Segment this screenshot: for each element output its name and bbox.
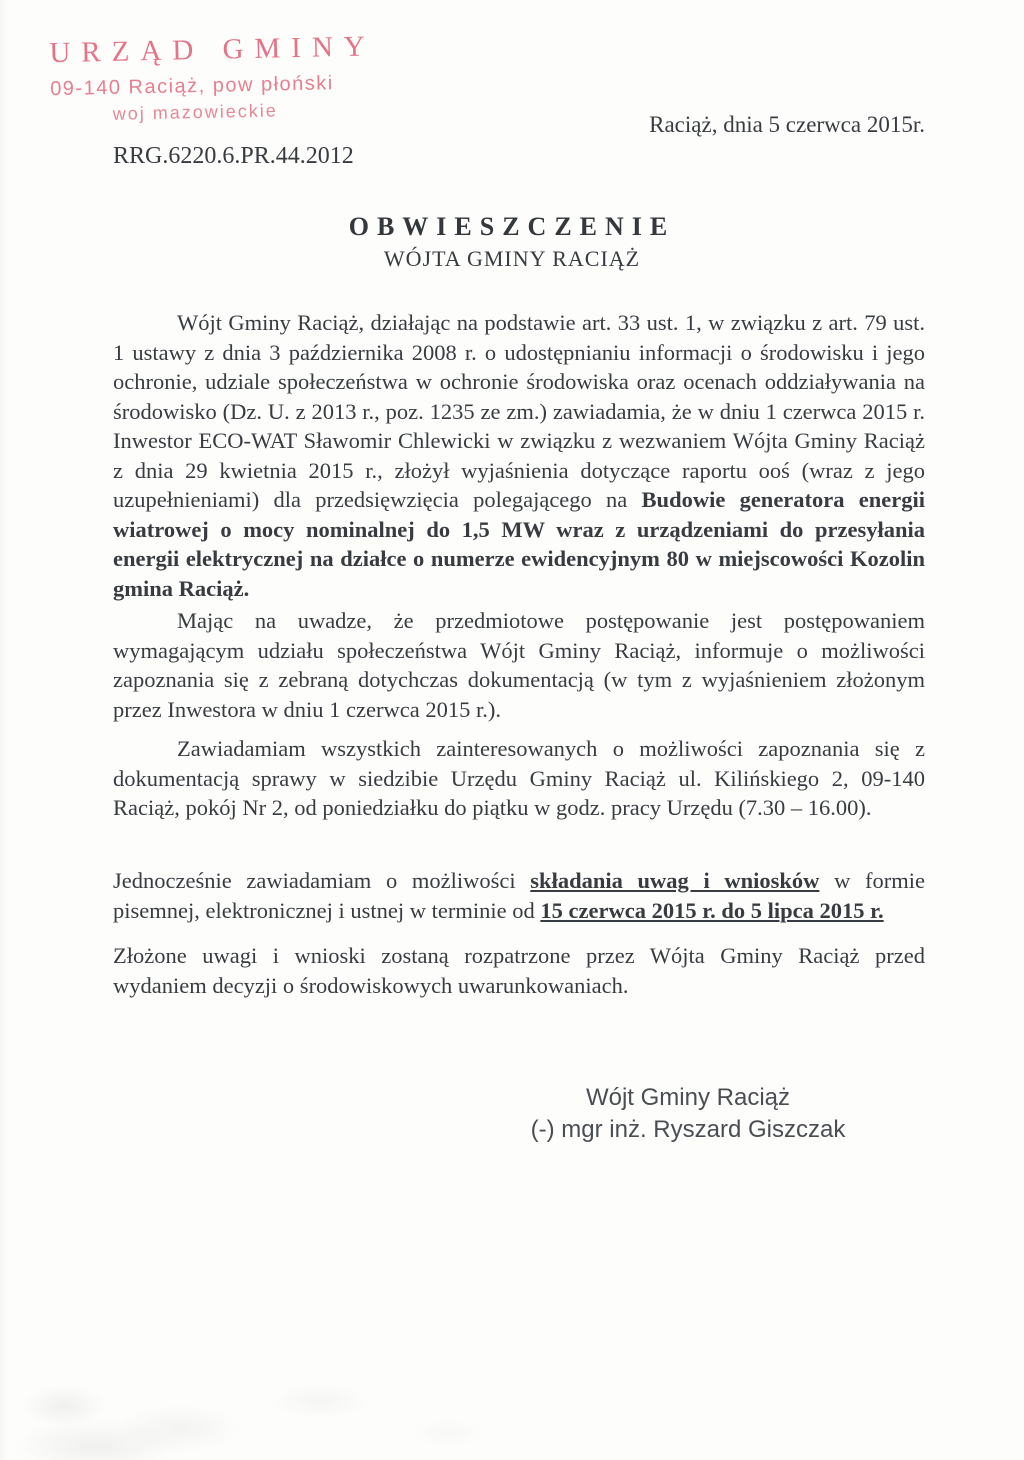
paragraph-1-text: Wójt Gminy Raciąż, działając na podstawie art. 33 ust. 1, w związku z art. 79 ust. 1 ustawy z dnia 3 października 2008 r. o udostępnianiu informacji o środowisku i jego ochronie, udziale społeczeństwa w ochronie środowiska oraz ocenach oddziaływania na środowisko (Dz. U. z 2013 r., poz. 1235 ze zm.) zawiadamia, że w dniu 1 czerwca 2015 r. Inwestor ECO-WAT Sławomir Chlewicki w związku z wezwaniem Wójta Gminy Raciąż z dnia 29 kwietnia 2015 r., złożył wyjaśnienia dotyczące raportu ooś (wraz z jego uzupełnieniami) dla przedsięwzięcia polegającego na [113,310,925,512]
stamp-office-name: URZĄD GMINY [49,30,377,70]
signature-block [478,1082,898,1146]
reference-number: RRG.6220.6.PR.44.2012 [113,143,354,169]
paragraph-1 [113,308,925,603]
scan-noise-artifact [0,1370,640,1460]
title-block [0,212,1024,272]
paragraph-1-bold-project-description: Budowie generatora energii wiatrowej o mocy nominalnej do 1,5 MW wraz z urządzeniami do przesyłania energii elektrycznej na działce o numerze ewidencyjnym 80 w miejscowości Kozolin gmina Raciąż [113,487,926,601]
paragraph-4-lead: Jednocześnie zawiadamiam o możliwości [113,868,531,893]
stamp-address: 09-140 Raciąż, pow płoński [49,72,334,101]
office-stamp [49,30,377,126]
signature-name: (-) mgr inż. Ryszard Giszczak [530,1116,846,1143]
paragraph-3: Zawiadamiam wszystkich zainteresowanych o możliwości zapoznania się z dokumentacją sprawy w siedzibie Urzędu Gminy Raciąż ul. Kilińskiego 2, 09-140 Raciąż, pokój Nr 2, od poniedziałku do piątku w godz. pracy Urzędu (7.30 – 16.00). [113,736,925,820]
paragraph-4-mid: w formie pisemnej, elektronicznej i ustnej w terminie od [113,868,925,923]
signature-title: Wójt Gminy Raciąż [585,1084,791,1111]
document-subtitle: WÓJTA GMINY RACIĄŻ [383,246,641,271]
paragraph-4-emphasis-comments: składania uwag i wniosków [530,868,820,893]
paragraph-1-period: . [243,575,250,601]
paragraph-4 [113,866,925,925]
paragraph-2: Mając na uwadze, że przedmiotowe postępowanie jest postępowaniem wymagającym udziału społeczeństwa Wójt Gminy Raciąż, informuje o możliwości zapoznania się z zebraną dotychczas dokumentacją (w tym z wyjaśnieniem złożonym przez Inwestora w dniu 1 czerwca 2015 r.). [113,608,925,722]
paragraph-5: Złożone uwagi i wnioski zostaną rozpatrzone przez Wójta Gminy Raciąż przed wydaniem decyzji o środowiskowych uwarunkowaniach. [113,943,925,998]
document-title: OBWIESZCZENIE [348,212,676,241]
document-date: Raciąż, dnia 5 czerwca 2015r. [649,112,925,137]
paragraph-4-emphasis-dates: 15 czerwca 2015 r. do 5 lipca 2015 r. [540,897,884,923]
stamp-voivodeship: woj mazowieckie [112,100,278,124]
